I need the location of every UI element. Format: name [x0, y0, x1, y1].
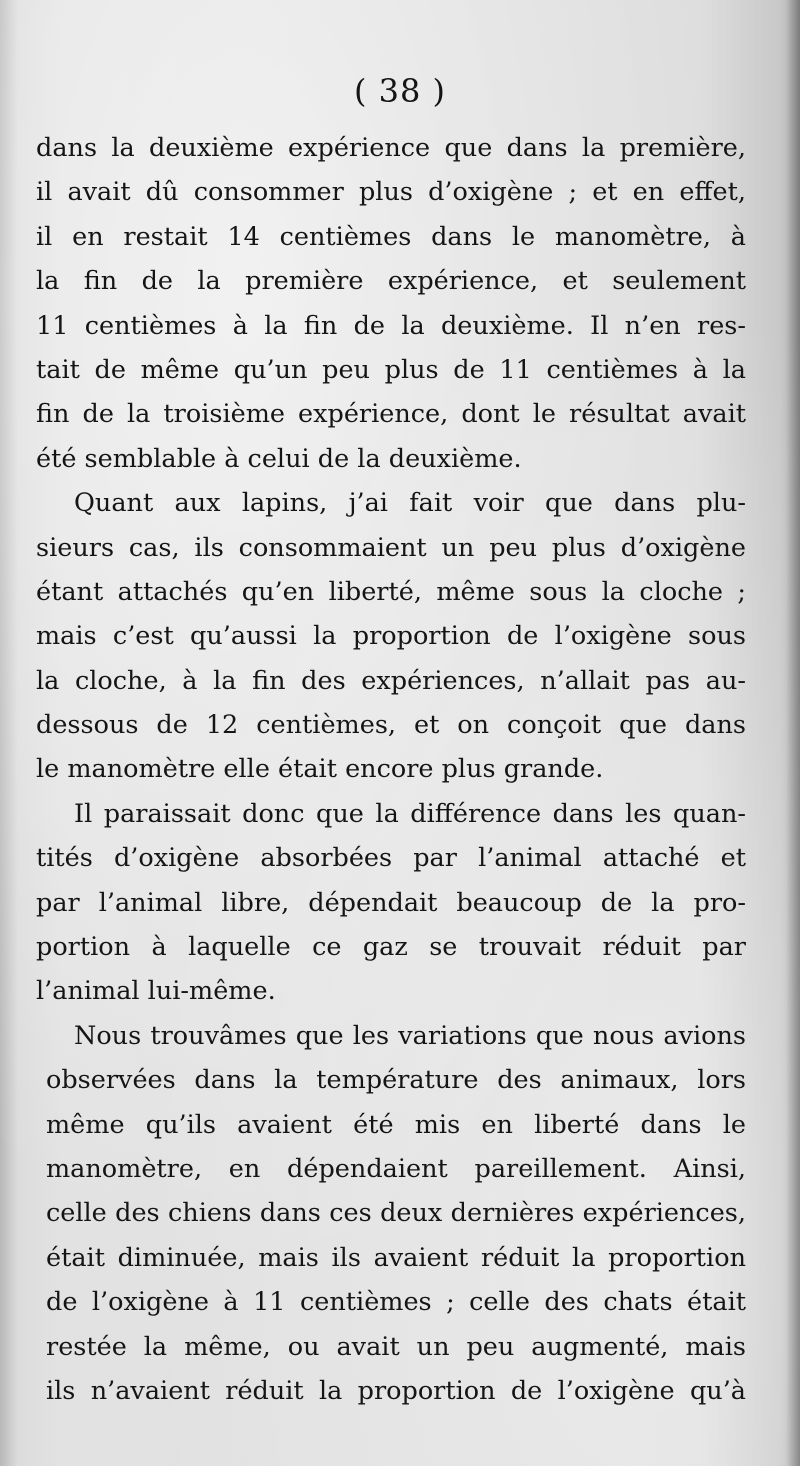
text-line: observées dans la température des animaux, lors	[46, 1065, 746, 1096]
text-line: ils n’avaient réduit la proportion de l’oxigène qu’à	[46, 1375, 746, 1406]
text-line: Nous trouvâmes que les variations que nous avions	[74, 1020, 746, 1051]
text-line: 11 centièmes à la fin de la deuxième. Il n’en res-	[36, 310, 746, 341]
text-line: par l’animal libre, dépendait beaucoup de la pro-	[36, 887, 746, 918]
text-line: la fin de la première expérience, et seulement	[36, 266, 746, 297]
text-line: étant attachés qu’en liberté, même sous la cloche ;	[36, 576, 746, 607]
text-line: été semblable à celui de la deuxième.	[36, 443, 522, 474]
text-line: il avait dû consommer plus d’oxigène ; et en effet,	[36, 177, 746, 208]
page-number: ( 38 )	[353, 72, 447, 110]
body-text	[36, 126, 746, 1413]
text-line: fin de la troisième expérience, dont le résultat avait	[36, 399, 746, 430]
text-line: manomètre, en dépendaient pareillement. Ainsi,	[46, 1153, 746, 1184]
text-line: celle des chiens dans ces deux dernières expériences,	[46, 1198, 746, 1229]
text-line: était diminuée, mais ils avaient réduit la proportion	[46, 1242, 746, 1273]
text-line: portion à laquelle ce gaz se trouvait réduit par	[36, 932, 746, 963]
text-line: restée la même, ou avait un peu augmenté, mais	[46, 1331, 746, 1362]
page-edge-shadow	[786, 0, 800, 1466]
text-line: la cloche, à la fin des expériences, n’allait pas au-	[36, 665, 746, 696]
text-line: Quant aux lapins, j’ai fait voir que dans plu-	[74, 488, 746, 519]
text-line: sieurs cas, ils consommaient un peu plus d’oxigène	[36, 532, 746, 563]
text-line: le manomètre elle était encore plus grande.	[36, 754, 604, 785]
text-line: Il paraissait donc que la différence dans les quan-	[74, 798, 746, 829]
text-line: mais c’est qu’aussi la proportion de l’oxigène sous	[36, 621, 746, 652]
text-line: de l’oxigène à 11 centièmes ; celle des chats était	[46, 1287, 746, 1318]
text-line: dessous de 12 centièmes, et on conçoit que dans	[36, 710, 746, 741]
text-line: même qu’ils avaient été mis en liberté dans le	[46, 1109, 746, 1140]
text-line: tités d’oxigène absorbées par l’animal attaché et	[36, 843, 746, 874]
text-line: il en restait 14 centièmes dans le manomètre, à	[36, 221, 746, 252]
text-line: l’animal lui-même.	[36, 976, 276, 1007]
text-line: dans la deuxième expérience que dans la première,	[36, 133, 746, 163]
text-line: tait de même qu’un peu plus de 11 centièmes à la	[36, 354, 746, 385]
